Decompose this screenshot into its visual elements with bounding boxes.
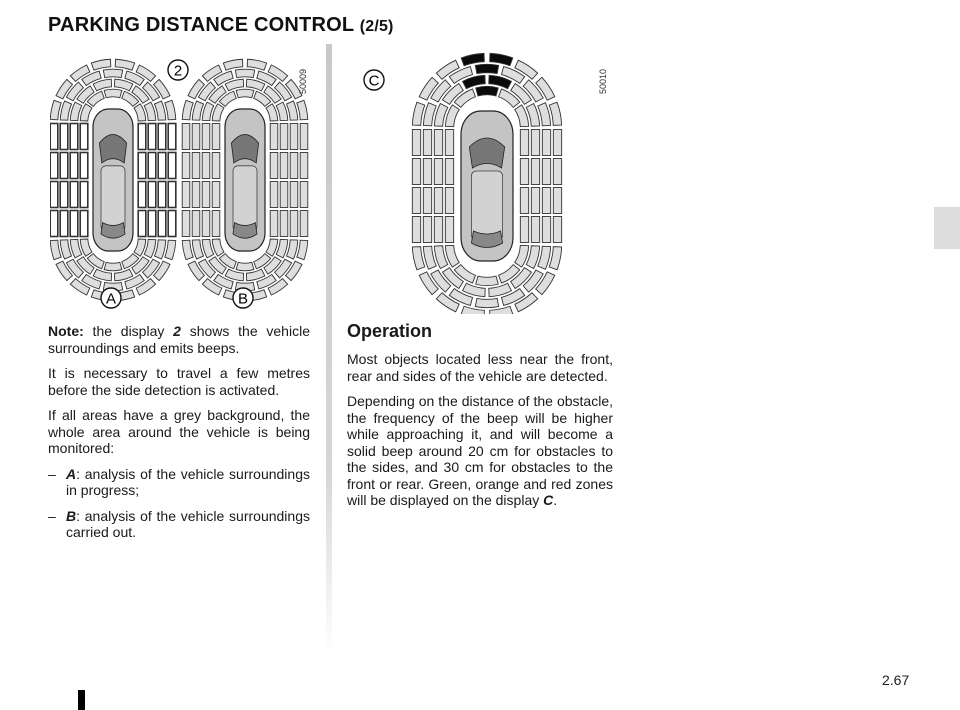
zone-segment (165, 240, 176, 259)
zone-segment (138, 153, 146, 179)
zone-segment (434, 188, 442, 214)
zone-segment (266, 239, 278, 256)
paragraph-detection: Most objects located less near the front, rear and sides of the vehicle are detected. (347, 351, 613, 384)
left-column (48, 323, 310, 550)
car-windshield (231, 135, 258, 163)
zone-segment (148, 182, 156, 208)
vehicle-icon-a (93, 109, 133, 251)
zone-segment (223, 59, 242, 70)
zone-segment (80, 182, 88, 208)
zone-segment (549, 247, 561, 270)
note-paragraph (48, 323, 310, 356)
zone-segment (138, 211, 146, 237)
zone-segment (192, 211, 200, 237)
zone-segment (80, 153, 88, 179)
zone-segment (270, 182, 278, 208)
zone-segment (202, 211, 210, 237)
figure-code-50009: 50009 (298, 68, 308, 94)
chapter-tab (934, 207, 960, 249)
zone-segment (247, 59, 266, 70)
zone-segment (158, 211, 166, 237)
zone-segment (236, 89, 254, 98)
active-zone-segment (490, 53, 513, 65)
right-column (347, 320, 613, 518)
zone-segment (192, 182, 200, 208)
zone-segment (148, 211, 156, 237)
zone-segment (168, 182, 176, 208)
zone-segment (80, 239, 92, 256)
zone-segment (202, 182, 210, 208)
zone-segment (202, 124, 210, 150)
zone-segment (212, 239, 224, 256)
zone-segment (168, 124, 176, 150)
zone-segment (280, 153, 288, 179)
bullet-dash: – (48, 507, 56, 524)
zone-segment (60, 182, 68, 208)
figure-display-c (368, 52, 620, 314)
zone-segment (50, 182, 58, 208)
zone-segment (445, 130, 453, 156)
zone-segment (423, 159, 431, 185)
zone-segment (80, 124, 88, 150)
zone-segment (70, 124, 78, 150)
bullet-key-b: B (66, 507, 77, 524)
zone-segment (138, 182, 146, 208)
zone-segment (531, 188, 539, 214)
zone-segment (50, 100, 61, 119)
zone-segment (91, 59, 110, 70)
zone-segment (165, 100, 176, 119)
page-part-indicator: (2/5) (359, 18, 394, 35)
figure-code-50010: 50010 (598, 68, 608, 94)
zone-segment (60, 211, 68, 237)
zone-segment (182, 153, 190, 179)
zone-segment (286, 240, 297, 259)
zone-segment (423, 188, 431, 214)
zone-segment (80, 211, 88, 237)
bullet-item-b (48, 508, 310, 541)
zone-segment (553, 188, 561, 214)
zone-segment (290, 153, 298, 179)
zone-segment (182, 124, 190, 150)
zone-segment (476, 276, 499, 286)
zone-segment (60, 124, 68, 150)
paragraph-travel: It is necessary to travel a few metres before the side detection is activated. (48, 365, 310, 398)
zone-segment (434, 159, 442, 185)
zone-segment (520, 217, 528, 243)
zone-segment (212, 182, 220, 208)
zone-segment (212, 153, 220, 179)
zone-segment (423, 217, 431, 243)
zone-segment (103, 69, 122, 77)
zone-segment (235, 69, 254, 77)
zone-segment (520, 188, 528, 214)
zone-segment (70, 211, 78, 237)
zone-segment (60, 101, 71, 120)
beep-text-end: . (553, 492, 558, 508)
zone-segment (158, 153, 166, 179)
zone-segment (192, 101, 203, 120)
note-text-post: shows the vehicle surroundings and emits beeps. (48, 323, 310, 356)
zone-segment (236, 262, 254, 271)
zone-segment (531, 130, 539, 156)
zone-segment (423, 130, 431, 156)
vehicle-icon-b (225, 109, 265, 251)
zone-segment (182, 240, 193, 259)
car-roof (101, 166, 125, 231)
paragraph-grey-background: If all areas have a grey background, the whole area around the vehicle is being monitored: (48, 407, 310, 456)
zone-segment (412, 217, 420, 243)
active-zone-segment (461, 53, 484, 65)
car-windshield (99, 135, 126, 163)
zone-segment (445, 188, 453, 214)
zone-segment (60, 240, 71, 259)
zone-segment (50, 240, 61, 259)
zone-segment (60, 153, 68, 179)
label-letter-b: B (237, 290, 249, 308)
zone-segment (280, 211, 288, 237)
zone-segment (297, 240, 308, 259)
corner-mark (78, 690, 85, 710)
page-title-text: PARKING DISTANCE CONTROL (48, 14, 354, 36)
zone-segment (212, 104, 224, 121)
bullet-text-a (66, 466, 310, 499)
zone-segment (138, 124, 146, 150)
zone-segment (412, 159, 420, 185)
zone-segment (50, 211, 58, 237)
bullet-desc-b: : analysis of the vehicle surroundings carried out. (66, 507, 310, 540)
zone-segment (80, 104, 92, 121)
zone-segment (300, 124, 308, 150)
column-divider (326, 44, 332, 654)
zone-segment (192, 153, 200, 179)
zone-segment (158, 182, 166, 208)
zone-segment (212, 124, 220, 150)
zone-segment (290, 211, 298, 237)
zone-segment (553, 130, 561, 156)
figure-display-c-illustration (395, 52, 620, 314)
zone-segment (182, 211, 190, 237)
display-ref-c: C (543, 492, 554, 508)
label-c-badge (359, 65, 389, 95)
zone-segment (553, 217, 561, 243)
zone-segment (434, 217, 442, 243)
zone-segment (270, 124, 278, 150)
car-roof (471, 171, 502, 240)
label-letter-c: C (368, 72, 380, 90)
zone-segment (192, 124, 200, 150)
zone-segment (542, 217, 550, 243)
page-number: 2.67 (882, 672, 910, 688)
zone-segment (290, 182, 298, 208)
page-title (48, 14, 394, 37)
zone-segment (70, 182, 78, 208)
zone-segment (70, 153, 78, 179)
zone-segment (202, 153, 210, 179)
zone-segment (286, 101, 297, 120)
figure-display-ab (50, 52, 320, 314)
zone-segment (412, 130, 420, 156)
bullet-item-a (48, 466, 310, 499)
zone-segment (300, 153, 308, 179)
zone-segment (104, 262, 122, 271)
zone-segment (542, 159, 550, 185)
zone-segment (182, 182, 190, 208)
zone-segment (270, 153, 278, 179)
zone-segment (412, 188, 420, 214)
zone-segment (134, 104, 146, 121)
zone-segment (290, 124, 298, 150)
zone-segment (520, 159, 528, 185)
zone-segment (531, 159, 539, 185)
note-text-pre: the display (83, 323, 174, 339)
zone-segment (531, 217, 539, 243)
zone-segment (549, 102, 561, 125)
callout-number-2: 2 (173, 62, 183, 80)
zone-segment (148, 153, 156, 179)
zone-segment (148, 124, 156, 150)
beep-text: Depending on the distance of the obstacle, the frequency of the beep will be higher while approaching it, and will become a solid beep around 20 cm for obstacles to the sides, and 30 cm for obstacles to the front or rear. Green, orange and red zones will be displayed on the display (347, 393, 613, 508)
zone-segment (434, 130, 442, 156)
zone-segment (50, 153, 58, 179)
zone-segment (270, 211, 278, 237)
zone-segment (412, 102, 424, 125)
zone-segment (115, 59, 134, 70)
zone-segment (168, 211, 176, 237)
zone-segment (192, 240, 203, 259)
vehicle-icon-c (461, 111, 513, 261)
zone-segment (134, 239, 146, 256)
zone-segment (553, 159, 561, 185)
zone-segment (266, 104, 278, 121)
zone-segment (412, 247, 424, 270)
bullet-text-b (66, 508, 310, 541)
zone-segment (300, 211, 308, 237)
zone-segment (158, 124, 166, 150)
zone-segment (542, 130, 550, 156)
zone-segment (300, 182, 308, 208)
car-windshield (469, 138, 504, 168)
active-zone-segment (476, 86, 499, 96)
bullet-desc-a: : analysis of the vehicle surroundings in progress; (66, 465, 310, 498)
zone-segment (154, 240, 165, 259)
zone-segment (280, 182, 288, 208)
note-label: Note: (48, 323, 84, 339)
zone-segment (297, 100, 308, 119)
zone-segment (154, 101, 165, 120)
zone-segment (520, 130, 528, 156)
zone-segment (104, 89, 122, 98)
label-letter-a: A (105, 290, 117, 308)
section-heading-operation: Operation (347, 321, 433, 341)
active-zone-segment (475, 64, 498, 73)
figure-display-ab-illustration (50, 52, 320, 314)
zone-segment (212, 211, 220, 237)
zone-segment (168, 153, 176, 179)
zone-segment (280, 124, 288, 150)
zone-segment (542, 188, 550, 214)
note-display-ref: 2 (173, 323, 181, 339)
zone-segment (445, 159, 453, 185)
bullet-key-a: A (66, 465, 77, 482)
zone-segment (182, 100, 193, 119)
paragraph-beep-frequency (347, 393, 613, 509)
zone-segment (50, 124, 58, 150)
bullet-dash: – (48, 465, 56, 482)
zone-segment (445, 217, 453, 243)
car-roof (233, 166, 257, 231)
zone-segment (475, 298, 498, 307)
